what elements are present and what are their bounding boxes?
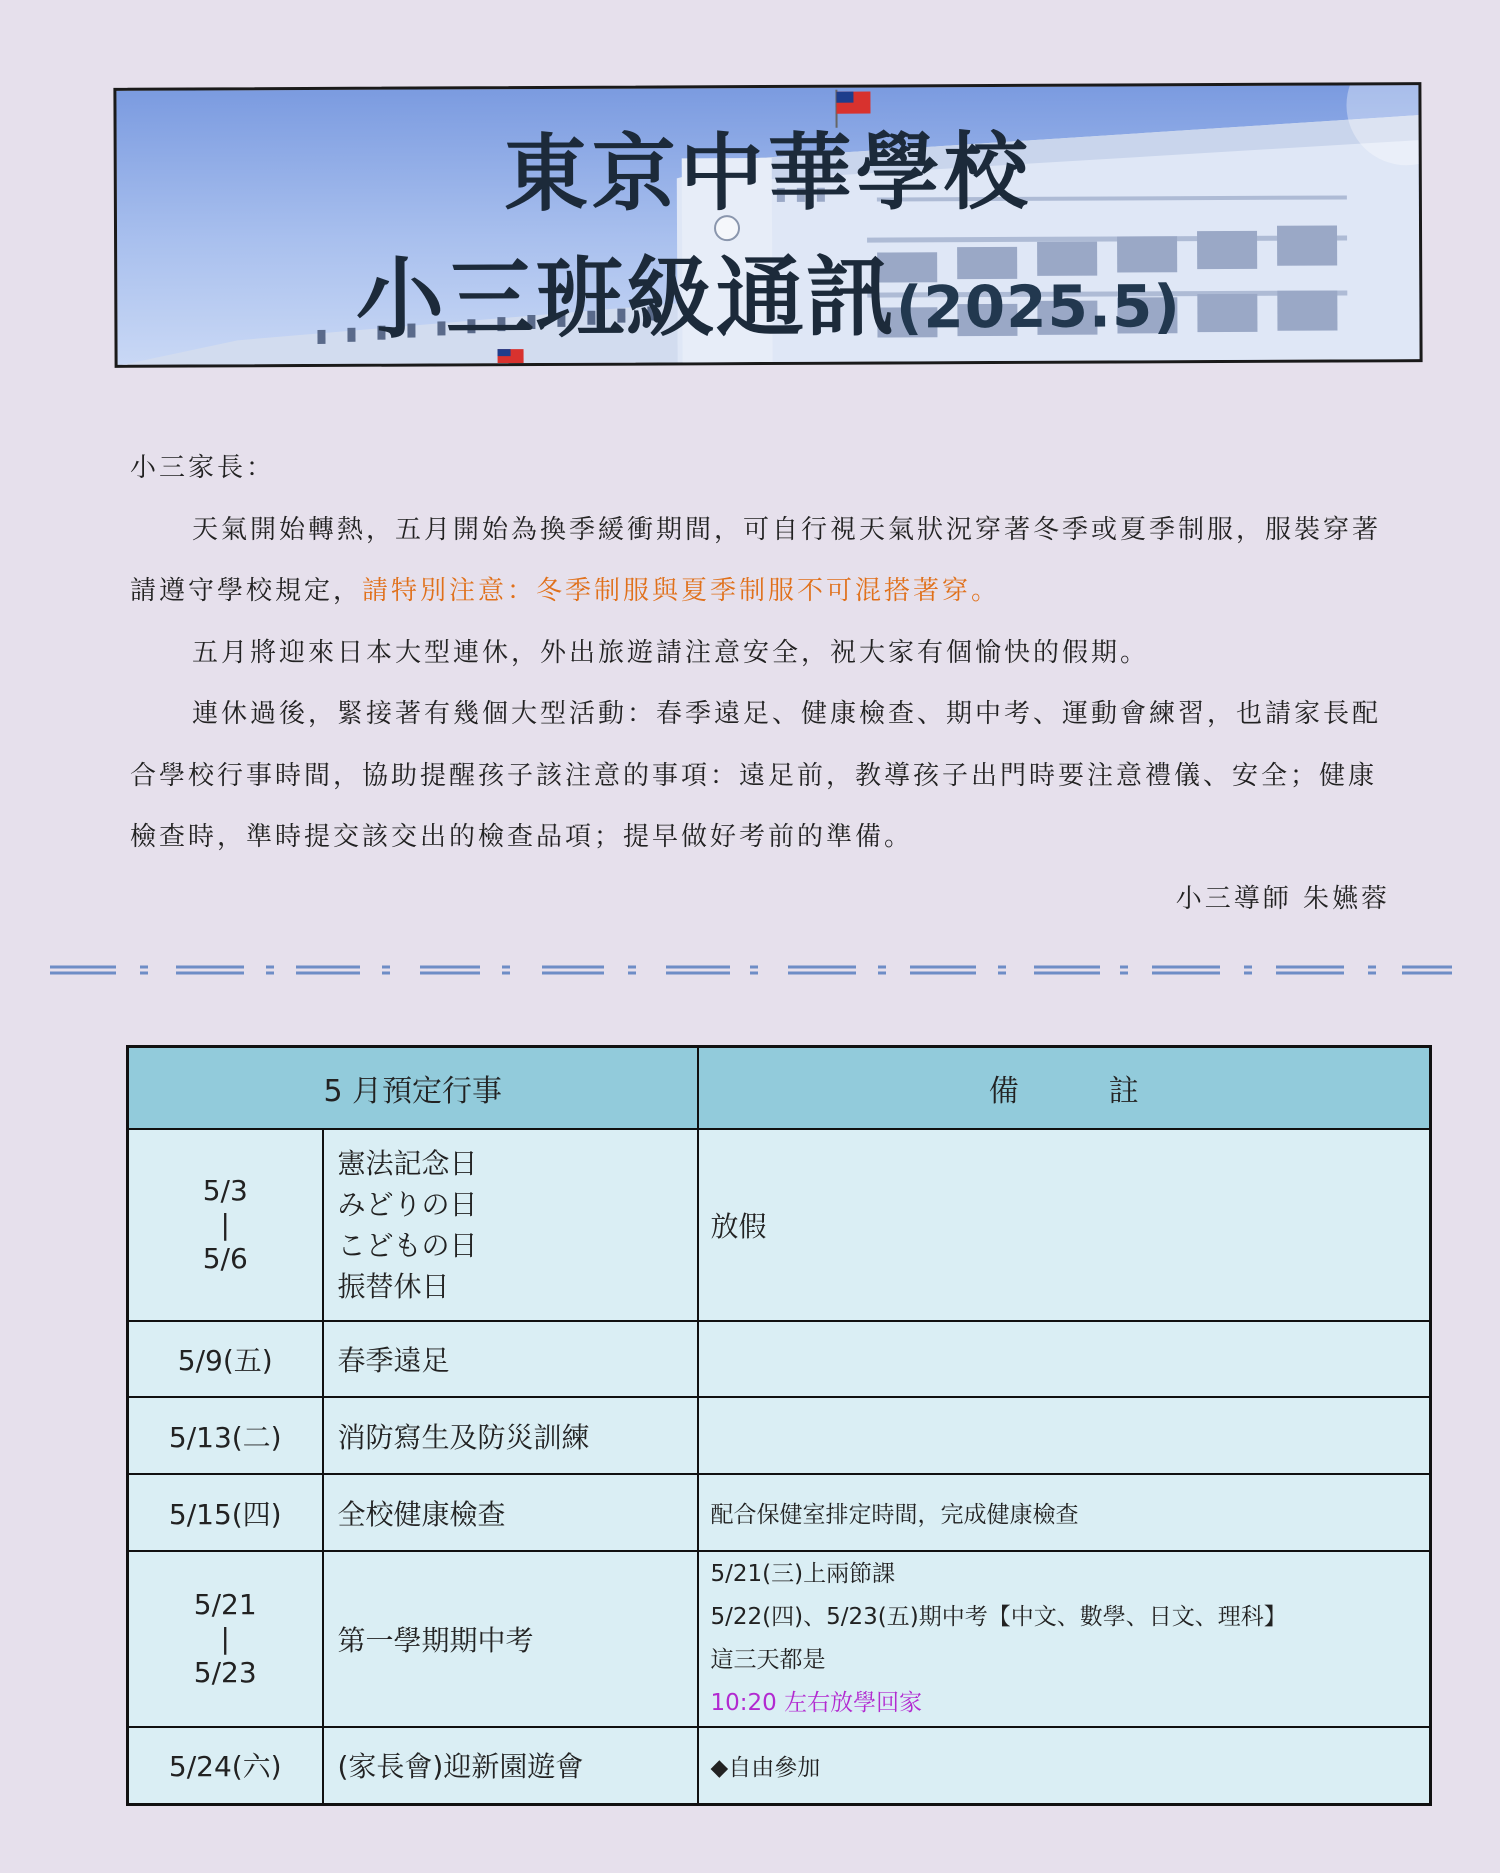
row-date: 5/15(四) [128, 1474, 323, 1551]
note-line: 5/22(四)、5/23(五)期中考【中文、數學、日文、理科】 [710, 1604, 1287, 1630]
table-row [128, 1474, 1431, 1551]
table-row [128, 1551, 1431, 1727]
uniform-text: 天氣開始轉熱，五月開始為換季緩衝期間，可自行視天氣狀況穿著冬季或夏季制服，服裝穿著請遵守學校規定， [130, 514, 1382, 606]
date-separator: | [220, 1208, 230, 1241]
table-row [128, 1397, 1431, 1474]
table-header-row [128, 1047, 1431, 1130]
date-separator: | [220, 1622, 230, 1655]
parent-letter [130, 438, 1390, 930]
school-name: 東京中華學校 [503, 122, 1032, 224]
row-note [698, 1397, 1431, 1474]
row-event: 第一學期期中考 [323, 1551, 698, 1727]
header-notes: 備 註 [698, 1047, 1431, 1130]
header-events: 5 月預定行事 [128, 1047, 698, 1130]
holiday-name: 振替休日 [337, 1270, 450, 1303]
newsletter-title [117, 225, 1420, 357]
note-line [711, 1639, 1429, 1725]
uniform-warning: 請特別注意：冬季制服與夏季制服不可混搭著穿。 [362, 576, 1001, 606]
row-event [323, 1129, 698, 1321]
holiday-name: みどりの日 [337, 1188, 478, 1221]
newsletter-title-text: 小三班級通訊 [355, 245, 897, 351]
dashed-divider [48, 958, 1458, 982]
holiday-name: 憲法記念日 [337, 1147, 478, 1180]
note-line: 5/21(三)上兩節課 [710, 1561, 896, 1587]
note-text: 這三天都是 [710, 1647, 826, 1673]
row-date [128, 1551, 323, 1727]
dismissal-time: 10:20 左右放學回家 [710, 1690, 923, 1716]
holiday-name: こどもの日 [337, 1229, 478, 1262]
date-end: 5/23 [193, 1656, 257, 1689]
letter-greeting: 小三家長： [130, 453, 276, 483]
row-note [698, 1321, 1431, 1397]
letter-paragraph-holiday: 五月將迎來日本大型連休，外出旅遊請注意安全，祝大家有個愉快的假期。 [192, 637, 1150, 668]
row-date: 5/13(二) [128, 1397, 323, 1474]
row-note [698, 1551, 1431, 1727]
table-row [128, 1321, 1431, 1397]
row-note: 放假 [698, 1129, 1431, 1321]
row-date [128, 1129, 323, 1321]
letter-signature: 小三導師 朱嬿蓉 [1175, 883, 1390, 914]
date-end: 5/6 [202, 1242, 248, 1275]
letter-paragraph-activities: 連休過後，緊接著有幾個大型活動：春季遠足、健康檢查、期中考、運動會練習，也請家長配合學校行事時間，協助提醒孩子該注意的事項：遠足前，教導孩子出門時要注意禮儀、安全；健康檢查時，準時提交該交出的檢查品項；提早做好考前的準備。 [130, 699, 1382, 852]
row-date: 5/24(六) [128, 1727, 323, 1804]
row-event: 全校健康檢查 [323, 1474, 698, 1551]
date-start: 5/21 [193, 1588, 257, 1621]
row-date: 5/9(五) [128, 1321, 323, 1397]
row-event: 春季遠足 [323, 1321, 698, 1397]
date-start: 5/3 [202, 1174, 248, 1207]
row-event: (家長會)迎新園遊會 [323, 1727, 698, 1804]
newsletter-date: (2025.5) [895, 272, 1181, 342]
row-note: ◆自由參加 [698, 1727, 1431, 1804]
letter-paragraph-uniform [130, 500, 1390, 623]
table-row [128, 1129, 1431, 1321]
row-note: 配合保健室排定時間，完成健康檢查 [698, 1474, 1431, 1551]
table-row [128, 1727, 1431, 1804]
row-event: 消防寫生及防災訓練 [323, 1397, 698, 1474]
header-banner [113, 82, 1422, 368]
may-events-table [126, 1045, 1432, 1806]
